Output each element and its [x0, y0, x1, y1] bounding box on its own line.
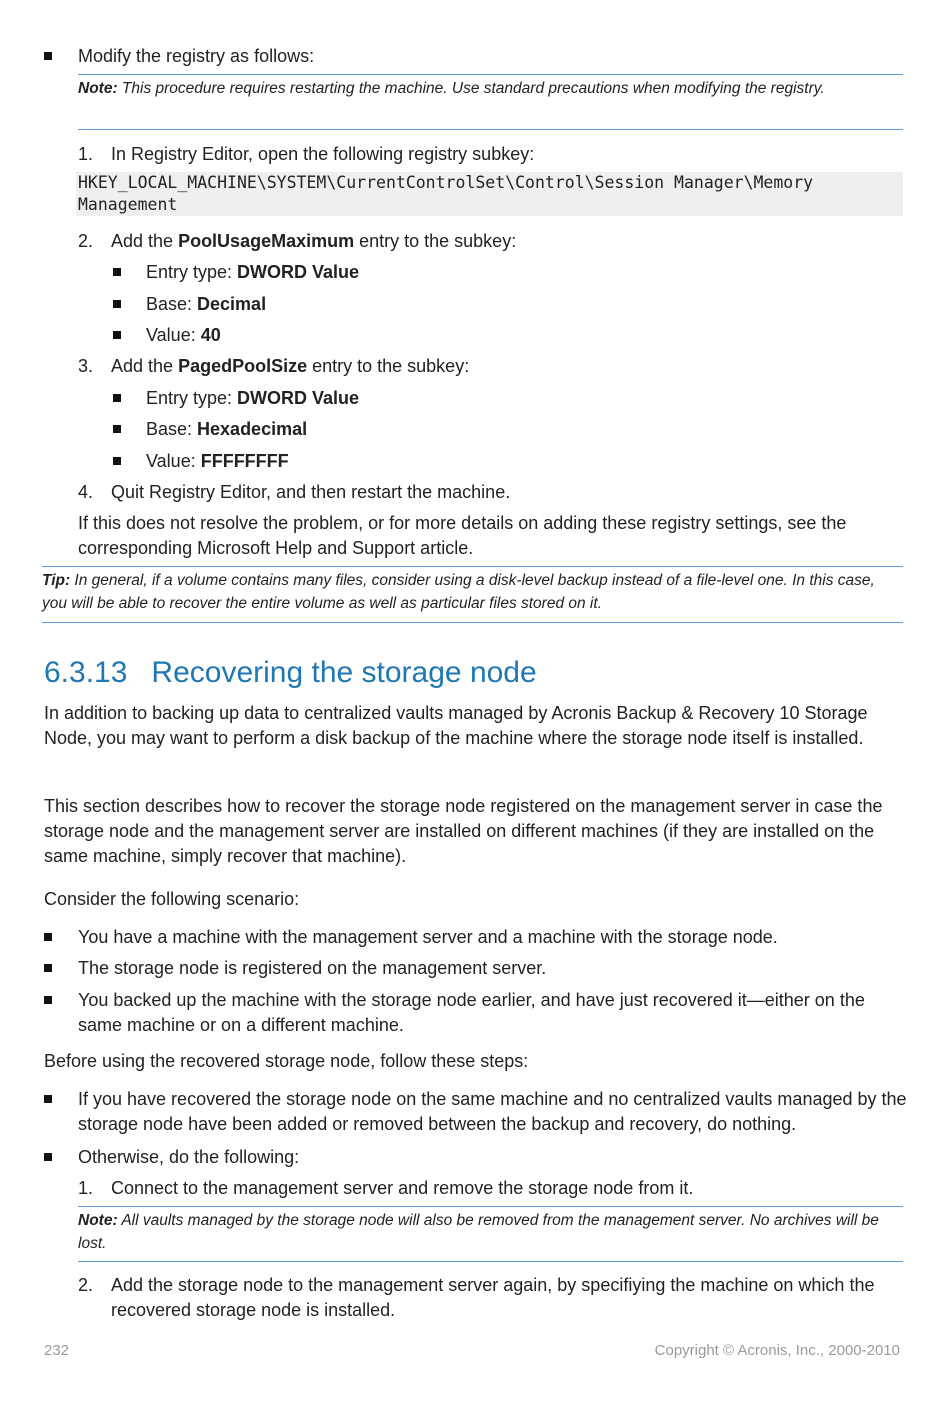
sub-step-1-text: Connect to the management server and remove the storage node from it.: [111, 1178, 694, 1198]
steps-item: Otherwise, do the following:: [78, 1147, 300, 1167]
scenario-item: You backed up the machine with the storage node earlier, and have just recovered it—either on the same machine or on a different machine.: [78, 990, 865, 1035]
tip-text: In general, if a volume contains many files, consider using a disk-level backup instead of a file-level one. In this case, you will be able to recover the entire volume as well as particular files stored on it.: [42, 572, 875, 612]
value: DWORD Value: [237, 262, 360, 282]
step-2-entry-name: PoolUsageMaximum: [178, 231, 355, 251]
registry-path-code: [76, 172, 903, 216]
paragraph: This section describes how to recover the storage node registered on the management server in case the storage node and the management server are installed on different machines (if they are installed on the same machine, simply recover that machine).: [44, 796, 883, 866]
label: Base:: [146, 294, 198, 314]
section-title: Recovering the storage node: [151, 656, 537, 689]
sub-step-2-text: Add the storage node to the management server again, by specifiying the machine on which the recovered storage node is installed.: [111, 1275, 875, 1320]
note-text: This procedure requires restarting the machine. Use standard precautions when modifying the registry.: [117, 80, 825, 97]
step-number: 2.: [78, 231, 94, 251]
note-label: Note:: [78, 1212, 118, 1229]
section-number: 6.3.13: [44, 656, 128, 689]
note-label: Note:: [78, 80, 118, 97]
step-number: 1.: [78, 144, 94, 164]
tip-label: Tip:: [42, 572, 71, 589]
after-steps-paragraph: If this does not resolve the problem, or for more details on adding these registry settings, see the corresponding Microsoft Help and Support article.: [78, 513, 847, 558]
steps-item: If you have recovered the storage node on the same machine and no centralized vaults managed by the storage node have been added or removed between the backup and recovery, do nothing.: [78, 1089, 907, 1134]
label: Entry type:: [146, 388, 238, 408]
tip-box: [42, 566, 903, 623]
bullet: [113, 268, 121, 276]
step-4-text: Quit Registry Editor, and then restart the machine.: [111, 482, 511, 502]
step-3-post: entry to the subkey:: [307, 356, 470, 376]
step-3-entry-name: PagedPoolSize: [178, 356, 308, 376]
step-number: 2.: [78, 1275, 94, 1295]
bullet: [44, 933, 52, 941]
s3-base: [146, 417, 307, 442]
step-number: 4.: [78, 482, 94, 502]
bullet: [44, 52, 52, 60]
paragraph: Before using the recovered storage node, follow these steps:: [44, 1051, 529, 1071]
value: Hexadecimal: [197, 419, 308, 439]
bullet: [113, 394, 121, 402]
step-2-pre: Add the: [111, 231, 179, 251]
s2-base: [146, 292, 266, 317]
scenario-item: You have a machine with the management server and a machine with the storage node.: [78, 927, 778, 947]
modify-registry-text: Modify the registry as follows:: [78, 46, 315, 66]
step-number: 3.: [78, 356, 94, 376]
bullet: [113, 457, 121, 465]
label: Base:: [146, 419, 198, 439]
bullet: [113, 425, 121, 433]
bullet: [44, 1095, 52, 1103]
s2-value: [146, 323, 221, 348]
note-text: All vaults managed by the storage node will also be removed from the management server. No archives will be lost.: [78, 1212, 879, 1252]
scenario-item: The storage node is registered on the management server.: [78, 958, 547, 978]
bullet: [44, 996, 52, 1004]
paragraph: In addition to backing up data to centralized vaults managed by Acronis Backup & Recovery 10 Storage Node, you may want to perform a disk backup of the machine where the storage node itself is installed.: [44, 703, 868, 748]
code-line: Management: [78, 195, 178, 214]
value: FFFFFFFF: [200, 451, 289, 471]
step-number: 1.: [78, 1178, 94, 1198]
value: 40: [200, 325, 221, 345]
s3-value: [146, 449, 289, 474]
bullet: [44, 964, 52, 972]
s2-entry-type: [146, 260, 359, 285]
step-3-pre: Add the: [111, 356, 179, 376]
step-3-text: [111, 354, 469, 379]
copyright: Copyright © Acronis, Inc., 2000-2010: [654, 1342, 900, 1359]
page-number: 232: [44, 1342, 70, 1359]
bullet: [44, 1153, 52, 1161]
step-2-post: entry to the subkey:: [354, 231, 517, 251]
code-line: HKEY_LOCAL_MACHINE\SYSTEM\CurrentControlSet\Control\Session Manager\Memory: [78, 173, 814, 192]
paragraph: Consider the following scenario:: [44, 889, 300, 909]
s3-entry-type: [146, 386, 359, 411]
bullet: [113, 331, 121, 339]
label: Value:: [146, 451, 201, 471]
step-2-text: [111, 229, 516, 254]
section-heading: [44, 655, 537, 691]
note-restart: [78, 74, 903, 130]
label: Entry type:: [146, 262, 238, 282]
bullet: [113, 300, 121, 308]
step-1-text: In Registry Editor, open the following registry subkey:: [111, 144, 535, 164]
value: DWORD Value: [237, 388, 360, 408]
note-vaults: [78, 1206, 903, 1262]
label: Value:: [146, 325, 201, 345]
value: Decimal: [197, 294, 267, 314]
